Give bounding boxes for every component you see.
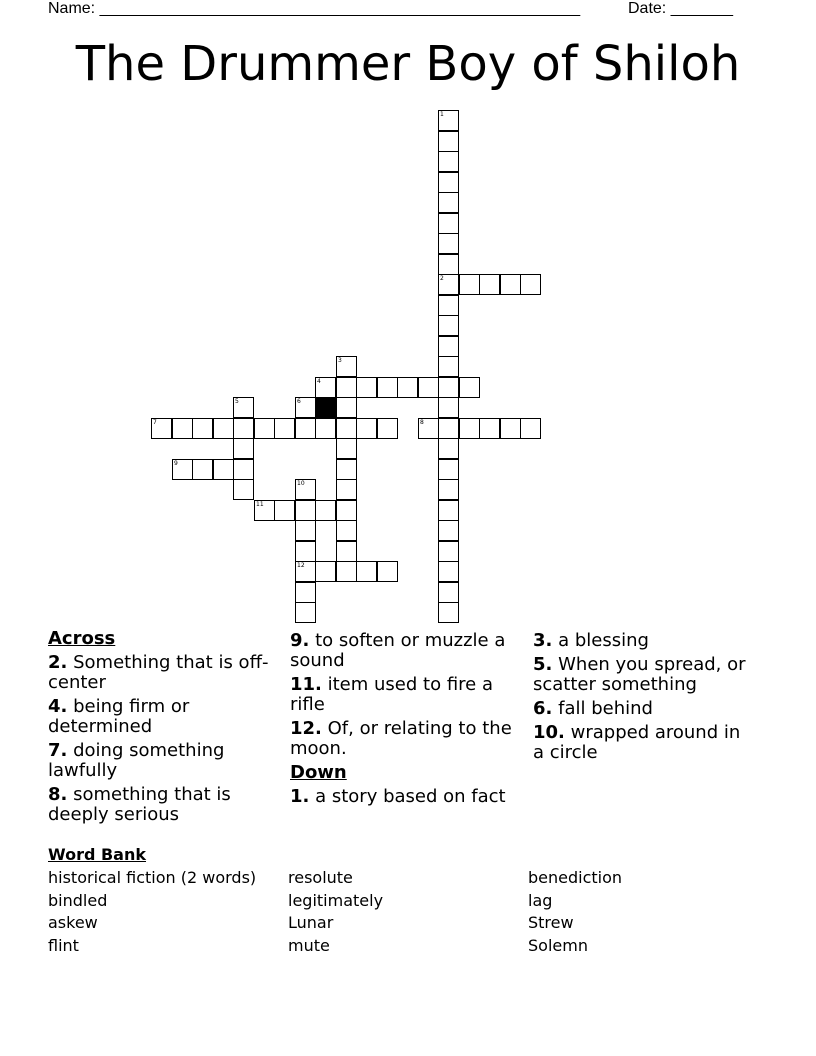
grid-cell[interactable] xyxy=(315,377,336,398)
clue-across-9 xyxy=(290,631,522,671)
grid-cell[interactable] xyxy=(397,377,418,398)
word-bank-item: flint xyxy=(48,936,79,955)
clue-number-label: 5 xyxy=(235,398,239,405)
grid-cell[interactable] xyxy=(151,418,172,439)
grid-cell[interactable] xyxy=(336,500,357,521)
clue-number-label: 8 xyxy=(420,419,424,426)
clue-text: a story based on fact xyxy=(315,786,506,807)
grid-cell[interactable] xyxy=(438,315,459,336)
grid-cell[interactable] xyxy=(500,418,521,439)
clue-text: wrapped around in a circle xyxy=(533,722,741,763)
grid-cell[interactable] xyxy=(356,377,377,398)
word-bank-item: Solemn xyxy=(528,936,588,955)
clue-down-3 xyxy=(533,631,753,651)
grid-cell[interactable] xyxy=(459,377,480,398)
clue-number: 9. xyxy=(290,630,310,651)
grid-cell[interactable] xyxy=(377,377,398,398)
clue-number-label: 4 xyxy=(317,378,321,385)
grid-cell[interactable] xyxy=(520,274,541,295)
clue-text: Something that is off-center xyxy=(48,652,269,693)
clue-text: something that is deeply serious xyxy=(48,784,231,825)
grid-cell[interactable] xyxy=(336,459,357,480)
word-bank-item: Strew xyxy=(528,913,574,932)
across-heading: Across xyxy=(48,628,116,649)
clue-across-4 xyxy=(48,697,280,737)
clue-down-6 xyxy=(533,699,753,719)
grid-cell[interactable] xyxy=(295,561,316,582)
grid-cell[interactable] xyxy=(336,418,357,439)
grid-cell[interactable] xyxy=(418,377,439,398)
clue-down-10 xyxy=(533,723,753,763)
grid-cell[interactable] xyxy=(295,500,316,521)
word-bank-item: resolute xyxy=(288,868,353,887)
grid-cell[interactable] xyxy=(438,192,459,213)
grid-cell[interactable] xyxy=(295,479,316,500)
clue-across-12 xyxy=(290,719,522,759)
grid-cell[interactable] xyxy=(438,418,459,439)
clue-number-label: 1 xyxy=(440,111,444,118)
grid-cell[interactable] xyxy=(479,274,500,295)
clue-number: 11. xyxy=(290,674,322,695)
grid-cell[interactable] xyxy=(274,500,295,521)
grid-cell[interactable] xyxy=(336,561,357,582)
grid-cell[interactable] xyxy=(295,520,316,541)
word-bank-item: mute xyxy=(288,936,330,955)
grid-cell[interactable] xyxy=(438,500,459,521)
grid-cell[interactable] xyxy=(295,418,316,439)
word-bank-item: Lunar xyxy=(288,913,334,932)
grid-cell[interactable] xyxy=(172,459,193,480)
clue-number-label: 9 xyxy=(174,460,178,467)
clue-across-11 xyxy=(290,675,522,715)
grid-cell[interactable] xyxy=(520,418,541,439)
grid-cell[interactable] xyxy=(500,274,521,295)
clue-number: 3. xyxy=(533,630,553,651)
grid-cell[interactable] xyxy=(315,561,336,582)
clue-number: 4. xyxy=(48,696,68,717)
grid-cell[interactable] xyxy=(438,541,459,562)
clue-number-label: 12 xyxy=(297,562,305,569)
grid-cell[interactable] xyxy=(295,397,316,418)
clue-column-1 xyxy=(48,629,280,829)
grid-cell[interactable] xyxy=(192,459,213,480)
grid-cell[interactable] xyxy=(336,377,357,398)
grid-cell[interactable] xyxy=(336,479,357,500)
grid-cell[interactable] xyxy=(295,541,316,562)
grid-cell[interactable] xyxy=(438,356,459,377)
clue-number: 10. xyxy=(533,722,565,743)
clue-number: 2. xyxy=(48,652,68,673)
grid-black-cell xyxy=(315,397,336,418)
clue-column-3 xyxy=(533,631,753,767)
grid-cell[interactable] xyxy=(438,582,459,603)
word-bank-item: historical fiction (2 words) xyxy=(48,868,257,887)
word-bank-item: askew xyxy=(48,913,98,932)
grid-cell[interactable] xyxy=(233,418,254,439)
word-bank-item: lag xyxy=(528,891,553,910)
clue-number: 8. xyxy=(48,784,68,805)
clue-across-8 xyxy=(48,785,280,825)
clue-text: Of, or relating to the moon. xyxy=(290,718,512,759)
grid-cell[interactable] xyxy=(233,397,254,418)
clue-across-2 xyxy=(48,653,280,693)
clue-text: being firm or determined xyxy=(48,696,190,737)
clue-number: 12. xyxy=(290,718,322,739)
grid-cell[interactable] xyxy=(356,561,377,582)
clue-text: doing something lawfully xyxy=(48,740,225,781)
clue-text: When you spread, or scatter something xyxy=(533,654,746,695)
clue-number-label: 7 xyxy=(153,419,157,426)
grid-cell[interactable] xyxy=(233,479,254,500)
grid-cell[interactable] xyxy=(438,438,459,459)
grid-cell[interactable] xyxy=(438,479,459,500)
grid-cell[interactable] xyxy=(459,274,480,295)
grid-cell[interactable] xyxy=(438,397,459,418)
grid-cell[interactable] xyxy=(254,500,275,521)
grid-cell[interactable] xyxy=(233,459,254,480)
down-heading: Down xyxy=(290,762,347,783)
clue-number: 5. xyxy=(533,654,553,675)
grid-cell[interactable] xyxy=(254,418,275,439)
grid-cell[interactable] xyxy=(438,213,459,234)
grid-cell[interactable] xyxy=(213,459,234,480)
clue-number-label: 11 xyxy=(256,501,264,508)
grid-cell[interactable] xyxy=(336,541,357,562)
grid-cell[interactable] xyxy=(438,110,459,131)
grid-cell[interactable] xyxy=(213,418,234,439)
grid-cell[interactable] xyxy=(377,561,398,582)
clue-text: fall behind xyxy=(558,698,653,719)
grid-cell[interactable] xyxy=(438,172,459,193)
grid-cell[interactable] xyxy=(438,274,459,295)
grid-cell[interactable] xyxy=(438,561,459,582)
grid-cell[interactable] xyxy=(438,295,459,316)
grid-cell[interactable] xyxy=(336,397,357,418)
clue-number: 7. xyxy=(48,740,68,761)
grid-cell[interactable] xyxy=(438,377,459,398)
grid-cell[interactable] xyxy=(377,418,398,439)
clue-down-1 xyxy=(290,787,522,807)
date-field: Date: _______ xyxy=(628,0,733,17)
grid-cell[interactable] xyxy=(336,356,357,377)
grid-cell[interactable] xyxy=(459,418,480,439)
grid-cell[interactable] xyxy=(438,151,459,172)
grid-cell[interactable] xyxy=(295,602,316,623)
grid-cell[interactable] xyxy=(172,418,193,439)
grid-cell[interactable] xyxy=(479,418,500,439)
clue-across-7 xyxy=(48,741,280,781)
clue-text: to soften or muzzle a sound xyxy=(290,630,506,671)
grid-cell[interactable] xyxy=(438,233,459,254)
clue-column-2 xyxy=(290,631,522,811)
clue-text: item used to fire a rifle xyxy=(290,674,493,715)
name-field: Name: ______________________________________________________ xyxy=(48,0,581,17)
grid-cell[interactable] xyxy=(336,438,357,459)
word-bank-item: bindled xyxy=(48,891,108,910)
grid-cell[interactable] xyxy=(438,131,459,152)
grid-cell[interactable] xyxy=(438,602,459,623)
clue-down-5 xyxy=(533,655,753,695)
clue-number-label: 6 xyxy=(297,398,301,405)
grid-cell[interactable] xyxy=(315,418,336,439)
grid-cell[interactable] xyxy=(336,520,357,541)
grid-cell[interactable] xyxy=(438,520,459,541)
clue-number-label: 10 xyxy=(297,480,305,487)
grid-cell[interactable] xyxy=(274,418,295,439)
grid-cell[interactable] xyxy=(233,438,254,459)
clue-text: a blessing xyxy=(558,630,649,651)
word-bank-item: legitimately xyxy=(288,891,384,910)
word-bank-title: Word Bank xyxy=(48,845,147,864)
grid-cell[interactable] xyxy=(356,418,377,439)
grid-cell[interactable] xyxy=(418,418,439,439)
clue-number-label: 2 xyxy=(440,275,444,282)
word-bank-item: benediction xyxy=(528,868,623,887)
grid-cell[interactable] xyxy=(438,459,459,480)
clue-number-label: 3 xyxy=(338,357,342,364)
page-title: The Drummer Boy of Shiloh xyxy=(75,36,741,92)
clue-number: 6. xyxy=(533,698,553,719)
grid-cell[interactable] xyxy=(295,582,316,603)
grid-cell[interactable] xyxy=(438,336,459,357)
grid-cell[interactable] xyxy=(192,418,213,439)
clue-number: 1. xyxy=(290,786,310,807)
grid-cell[interactable] xyxy=(438,254,459,275)
grid-cell[interactable] xyxy=(315,500,336,521)
